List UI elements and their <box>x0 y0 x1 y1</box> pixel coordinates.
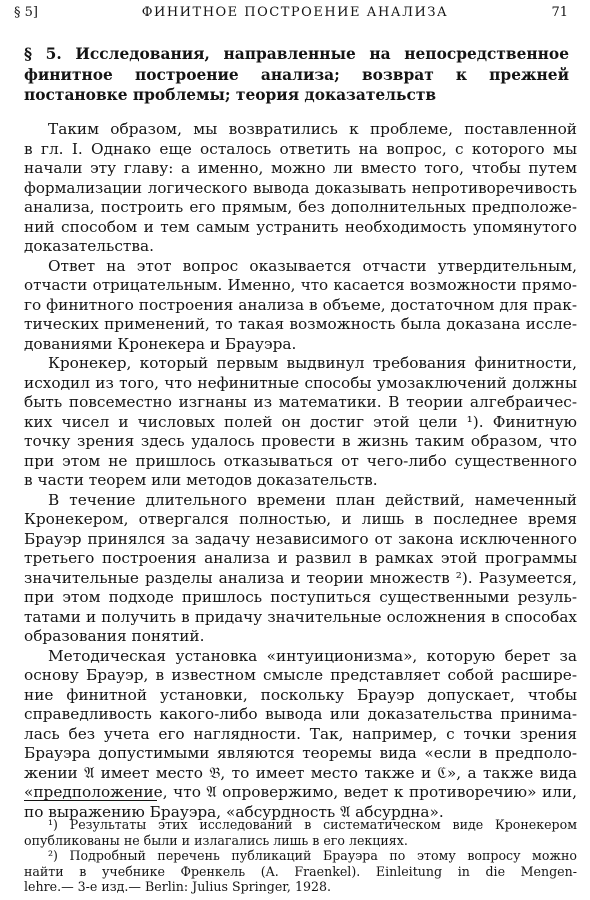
paragraph-line: ний способом и тем самым устранить необходимость упомянутого <box>24 217 577 236</box>
footnote-rule <box>24 800 157 801</box>
paragraph-line: образования понятий. <box>24 627 205 645</box>
paragraph-line: доказательства. <box>24 237 154 255</box>
paragraph-line: татами и получить в придачу значительные осложнения в способах <box>24 607 577 626</box>
paragraph-line: жении 𝔄 имеет место 𝔅, то имеет место также и ℭ», а также вида <box>24 763 577 782</box>
heading-line: финитное построение анализа; возврат к прежней <box>24 65 569 84</box>
paragraph-line: анализа, построить его прямым, без дополнительных предположе- <box>24 198 577 216</box>
paragraph-line: в гл. I. Однако еще осталось ответить на вопрос, с которого мы <box>24 139 577 158</box>
running-head-section: § 5] <box>14 5 38 20</box>
paragraph-line: «предположение, что 𝔄 опровержимо, ведет к противоречию» или, <box>24 783 577 801</box>
paragraph-line: начали эту главу: а именно, можно ли вместо того, чтобы путем <box>24 159 577 177</box>
heading-line: постановке проблемы; теория доказательств <box>24 86 437 104</box>
paragraph-line: при этом не пришлось отказываться от чего-либо существенного <box>24 451 577 470</box>
footnote-line: ¹) Результаты этих исследований в систематическом виде Кронекером <box>48 817 577 832</box>
paragraph-line: отчасти отрицательным. Именно, что касается возможности прямо- <box>24 276 577 294</box>
heading-line: § 5. Исследования, направленные на непосредственное <box>24 45 569 63</box>
paragraph-line: ние финитной установки, поскольку Брауэр допускает, чтобы <box>24 685 577 704</box>
footnotes <box>24 817 577 895</box>
footnote <box>24 848 577 895</box>
running-head-title: ФИНИТНОЕ ПОСТРОЕНИЕ АНАЛИЗА <box>141 5 449 20</box>
paragraph-line: Брауэр принялся за задачу независимого от закона исключенного <box>24 529 577 548</box>
paragraph <box>24 354 577 491</box>
paragraph-line: В течение длительного времени план действий, намеченный <box>48 490 577 509</box>
paragraph-line: по выражению Брауэра, «абсурдность 𝔄 абсурдна». <box>24 802 444 821</box>
footnote-line: ²) Подробный перечень публикаций Брауэра по этому вопросу можно <box>48 848 577 864</box>
paragraph-line: точку зрения здесь удалось провести в жизнь таким образом, что <box>24 432 577 450</box>
body-text <box>24 120 577 822</box>
paragraph-line: Кронекером, отвергался полностью, и лишь в последнее время <box>24 510 577 528</box>
paragraph-line: быть повсеместно изгнаны из математики. В теории алгебраичес- <box>24 393 577 411</box>
page-number: 71 <box>551 5 568 20</box>
paragraph <box>24 491 577 647</box>
paragraph-line: го финитного построения анализа в объеме, достаточном для прак- <box>24 295 577 314</box>
footnote-line: найти в учебнике Френкель (A. Fraenkel). Einleitung in die Mengen- <box>24 863 577 879</box>
paragraph-line: исходил из того, что нефинитные способы умозаключений должны <box>24 373 577 392</box>
paragraph-line: в части теорем или методов доказательств. <box>24 471 378 489</box>
paragraph-line: тических применений, то такая возможность была доказана иссле- <box>24 315 577 333</box>
section-heading <box>24 44 569 106</box>
paragraph-line: справедливость какого-либо вывода или доказательства принима- <box>24 705 577 723</box>
footnote-line: опубликованы не были и излагались лишь в его лекциях. <box>24 832 408 848</box>
paragraph-line: Ответ на этот вопрос оказывается отчасти утвердительным, <box>48 256 577 275</box>
paragraph-line: при этом подходе пришлось поступиться существенными резуль- <box>24 588 577 606</box>
paragraph-line: Методическая установка «интуиционизма», которую берет за <box>48 646 577 665</box>
paragraph-line: Кронекер, который первым выдвинул требования финитности, <box>48 354 577 372</box>
paragraph-line: ких чисел и числовых полей он достиг этой цели ¹). Финитную <box>24 412 577 431</box>
paragraph-line: Брауэра допустимыми являются теоремы вида «если в предполо- <box>24 744 577 762</box>
paragraph <box>24 647 577 823</box>
paragraph-line: формализации логического вывода доказывать непротиворечивость <box>24 178 577 197</box>
paragraph <box>24 120 577 257</box>
paragraph-line: значительные разделы анализа и теории множеств ²). Разумеется, <box>24 568 577 587</box>
footnote <box>24 817 577 848</box>
paragraph-line: основу Брауэр, в известном смысле представляет собой расшире- <box>24 666 577 684</box>
footnote-line: lehre.— 3-е изд.— Berlin: Julius Springer, 1928. <box>24 879 331 895</box>
paragraph <box>24 257 577 355</box>
paragraph-line: лась без учета его наглядности. Так, например, с точки зрения <box>24 724 577 743</box>
running-head <box>0 0 590 28</box>
paragraph-line: Таким образом, мы возвратились к проблеме, поставленной <box>48 120 577 138</box>
paragraph-line: третьего построения анализа и развил в рамках этой программы <box>24 549 577 567</box>
paragraph-line: дованиями Кронекера и Брауэра. <box>24 334 297 353</box>
